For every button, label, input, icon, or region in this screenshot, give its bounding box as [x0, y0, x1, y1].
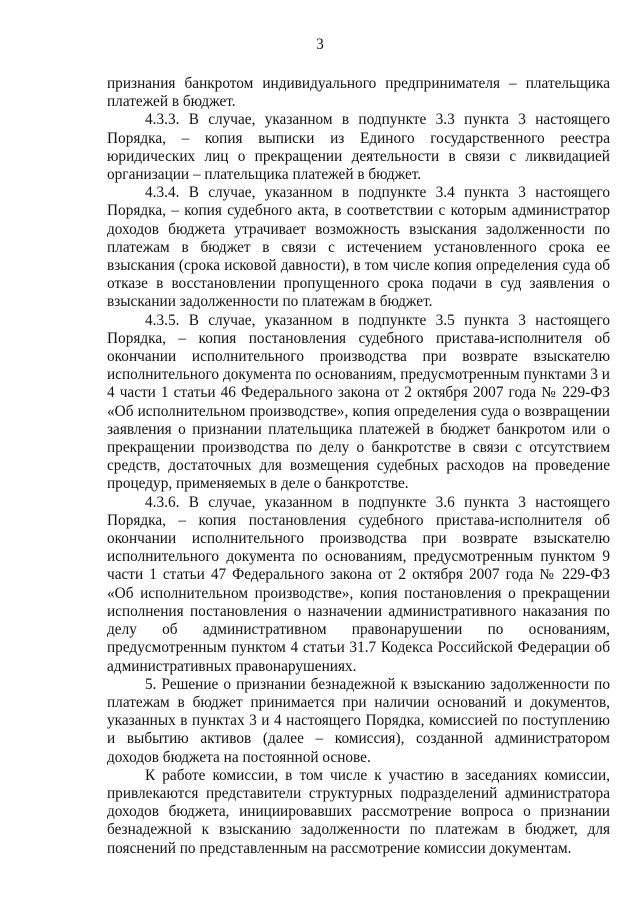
paragraph-4-3-3: 4.3.3. В случае, указанном в подпункте 3.3 пункта 3 настоящего Порядка, – копия выписки из Единого государственного реестра юридических лиц о прекращении деятельности в связи с ликвидацией организации – плательщика платежей в бюджет.	[107, 111, 610, 184]
document-body	[107, 75, 610, 858]
paragraph-4-3-6: 4.3.6. В случае, указанном в подпункте 3.6 пункта 3 настоящего Порядка, – копия постановления судебного пристава-исполнителя об окончании исполнительного производства при возврате взыскателю исполнительного документа по основаниям, предусмотренным пунктом 9 части 1 статьи 47 Федерального закона от 2 октября 2007 года № 229-ФЗ «Об исполнительном производстве», копия постановления о прекращении исполнения постановления о назначении административного наказания по делу об административном правонарушении по основаниям, предусмотренным пунктом 4 статьи 31.7 Кодекса Российской Федерации об административных правонарушениях.	[107, 493, 610, 675]
paragraph-4-3-4: 4.3.4. В случае, указанном в подпункте 3.4 пункта 3 настоящего Порядка, – копия судебного акта, в соответствии с которым администратор доходов бюджета утрачивает возможность взыскания задолженности по платежам в бюджет в связи с истечением установленного срока ее взыскания (срока исковой давности), в том числе копия определения суда об отказе в восстановлении пропущенного срока подачи в суд заявления о взыскании задолженности по платежам в бюджет.	[107, 184, 610, 311]
paragraph-commission-work: К работе комиссии, в том числе к участию в заседаниях комиссии, привлекаются представители структурных подразделений администратора доходов бюджета, инициировавших рассмотрение вопроса о признании безнадежной к взысканию задолженности по платежам в бюджет, для пояснений по представленным на рассмотрение комиссии документам.	[107, 766, 610, 857]
paragraph-continuation: признания банкротом индивидуального предпринимателя – плательщика платежей в бюджет.	[107, 75, 610, 111]
page-number: 3	[316, 36, 324, 53]
paragraph-4-3-5: 4.3.5. В случае, указанном в подпункте 3.5 пункта 3 настоящего Порядка, – копия постановления судебного пристава-исполнителя об окончании исполнительного производства при возврате взыскателю исполнительного документа по основаниям, предусмотренным пунктами 3 и 4 части 1 статьи 46 Федерального закона от 2 октября 2007 года № 229-ФЗ «Об исполнительном производстве», копия определения суда о возвращении заявления о признании плательщика платежей в бюджет банкротом или о прекращении производства по делу о банкротстве в связи с отсутствием средств, достаточных для возмещения судебных расходов на проведение процедур, применяемых в деле о банкротстве.	[107, 311, 610, 493]
paragraph-5: 5. Решение о признании безнадежной к взысканию задолженности по платежам в бюджет принимается при наличии оснований и документов, указанных в пунктах 3 и 4 настоящего Порядка, комиссией по поступлению и выбытию активов (далее – комиссия), созданной администратором доходов бюджета на постоянной основе.	[107, 675, 610, 766]
